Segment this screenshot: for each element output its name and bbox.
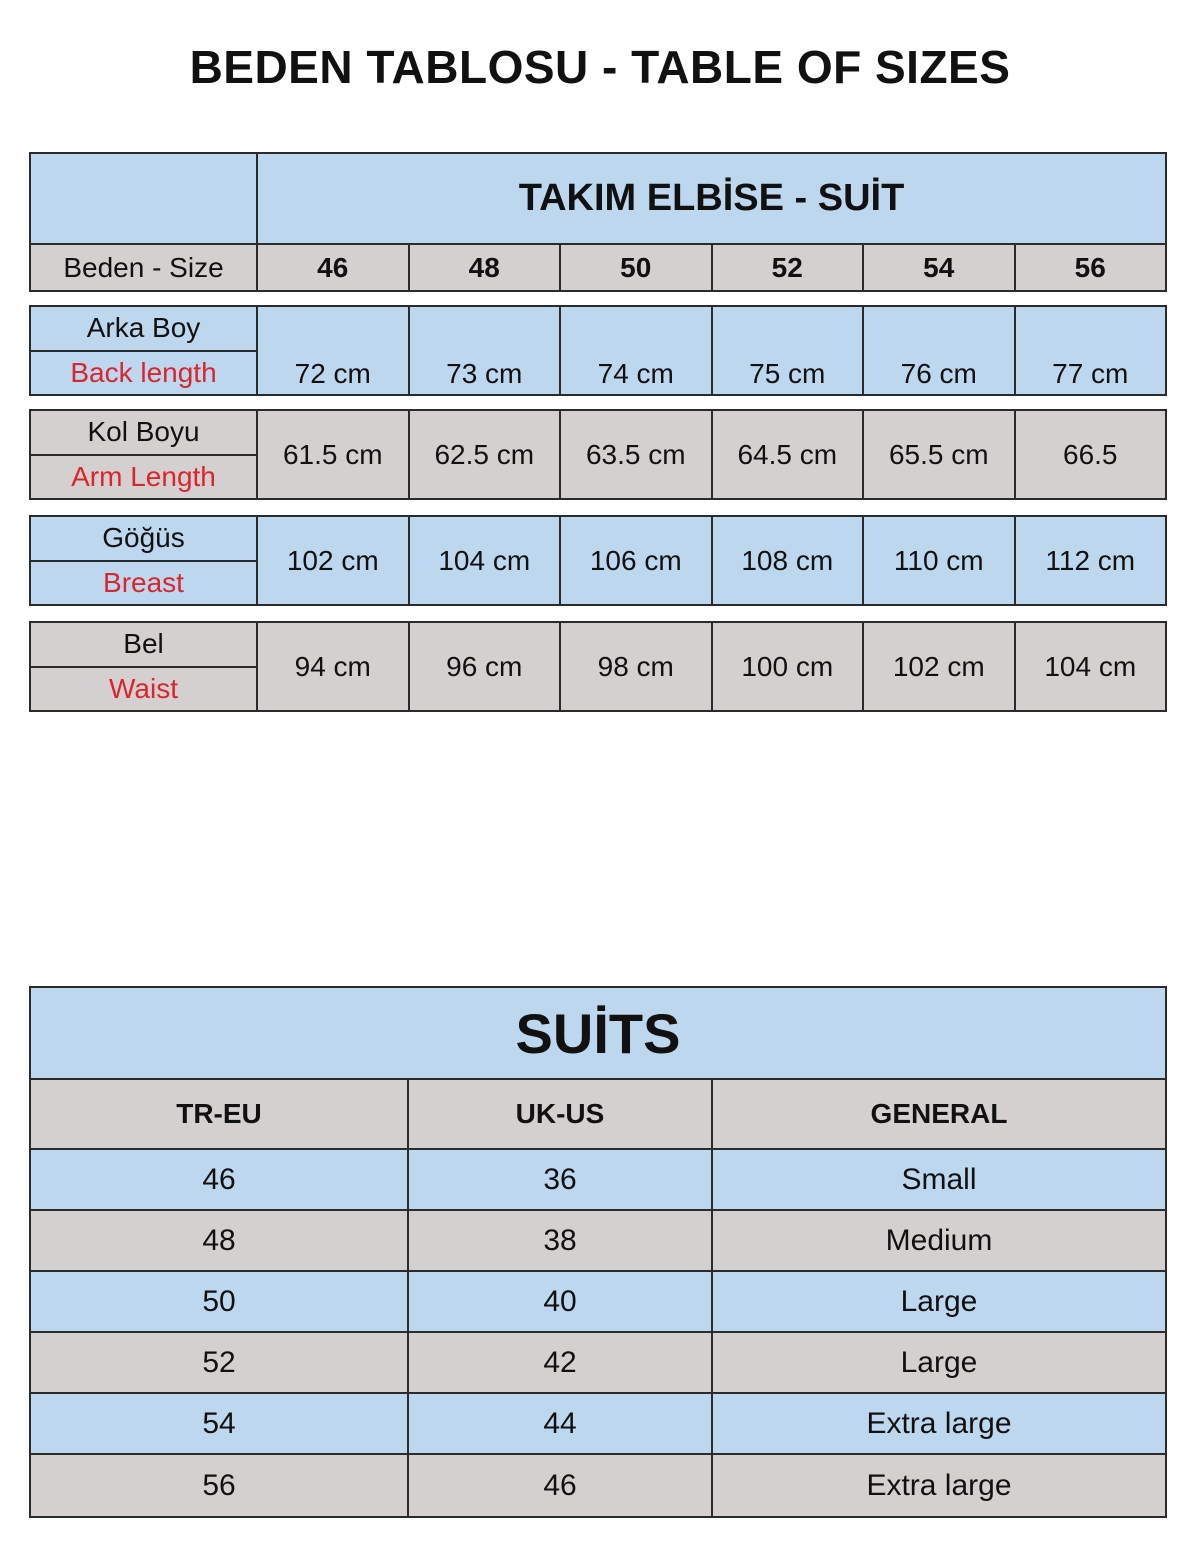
table-cell: 112 cm: [1045, 544, 1136, 576]
table-cell: 61.5 cm: [258, 411, 410, 498]
table-cell: 38: [409, 1211, 713, 1270]
size-header: 50: [561, 245, 713, 290]
table-cell: 100 cm: [713, 623, 865, 710]
table-cell: 74 cm: [561, 307, 713, 394]
table-cell: 66.5: [1063, 438, 1118, 470]
table-row: [31, 1333, 1165, 1394]
table-cell: 106 cm: [561, 517, 713, 604]
size-header: 56: [1074, 251, 1106, 283]
table-cell: 56: [31, 1455, 409, 1516]
table-header: TAKIM ELBİSE - SUİT: [258, 154, 1165, 243]
table-cell: 36: [409, 1150, 713, 1209]
column-header-uk-us: UK-US: [409, 1080, 713, 1148]
table-cell: 52: [31, 1333, 409, 1392]
table-cell: 63.5 cm: [561, 411, 713, 498]
table-cell: Medium: [885, 1223, 993, 1257]
table-cell: 46: [409, 1455, 713, 1516]
table-cell: 73 cm: [410, 307, 562, 394]
table-cell: 48: [31, 1211, 409, 1270]
row-label-tr: Göğüs: [31, 517, 256, 562]
table-header-row: [29, 152, 1167, 243]
size-header: 48: [410, 245, 562, 290]
size-header: 54: [864, 245, 1016, 290]
row-label-tr: Bel: [31, 623, 256, 668]
table-cell: Large: [900, 1284, 978, 1318]
measurement-row-back-length: [29, 305, 1167, 396]
page-title: BEDEN TABLOSU - TABLE OF SIZES: [189, 41, 1011, 93]
table-cell: 54: [31, 1394, 409, 1453]
row-label-en: Arm Length: [71, 460, 216, 492]
table-cell: 42: [409, 1333, 713, 1392]
table-row: [31, 1455, 1165, 1516]
table-cell: 64.5 cm: [713, 411, 865, 498]
table-cell: 102 cm: [864, 623, 1016, 710]
row-label-en: Breast: [103, 566, 184, 598]
size-header: 52: [713, 245, 865, 290]
table-row: [31, 1211, 1165, 1272]
table-cell: 96 cm: [410, 623, 562, 710]
table-cell: 104 cm: [410, 517, 562, 604]
table-cell: 46: [31, 1150, 409, 1209]
table-cell: Extra large: [866, 1406, 1012, 1440]
row-label-tr: Kol Boyu: [31, 411, 256, 456]
table-row: [31, 1394, 1165, 1455]
table-cell: Large: [900, 1345, 978, 1379]
measurement-row-waist: [29, 621, 1167, 712]
table-cell: 98 cm: [561, 623, 713, 710]
table-cell: 76 cm: [864, 307, 1016, 394]
table-cell: 75 cm: [713, 307, 865, 394]
table-cell: 77 cm: [1052, 358, 1129, 389]
table-row: [31, 1150, 1165, 1211]
size-label: Beden - Size: [31, 245, 258, 290]
table-cell: 40: [409, 1272, 713, 1331]
size-row: [29, 243, 1167, 292]
table-row: [31, 1272, 1165, 1333]
table-cell: 104 cm: [1044, 650, 1137, 682]
row-label: [31, 623, 258, 710]
row-label: [31, 517, 258, 604]
table-cell: 102 cm: [258, 517, 410, 604]
row-label-en: Waist: [109, 672, 178, 704]
row-label-en: Back length: [70, 356, 217, 388]
column-header-general: GENERAL: [870, 1098, 1008, 1129]
table-cell: Small: [901, 1162, 977, 1196]
row-label: [31, 307, 258, 394]
table-cell: 94 cm: [258, 623, 410, 710]
suits-table: [29, 986, 1167, 1518]
size-header: 46: [258, 245, 410, 290]
header-empty-cell: [31, 154, 258, 243]
measurement-row-arm-length: [29, 409, 1167, 500]
row-label: [31, 411, 258, 498]
table-cell: 108 cm: [713, 517, 865, 604]
table-cell: 72 cm: [258, 307, 410, 394]
table-cell: Extra large: [866, 1468, 1012, 1502]
suits-table-title: SUİTS: [31, 988, 1165, 1080]
measurement-row-breast: [29, 515, 1167, 606]
table-cell: 62.5 cm: [410, 411, 562, 498]
table-cell: 50: [31, 1272, 409, 1331]
column-header-tr-eu: TR-EU: [31, 1080, 409, 1148]
row-label-tr: Arka Boy: [31, 307, 256, 352]
suits-header-row: [31, 1080, 1165, 1150]
table-cell: 65.5 cm: [864, 411, 1016, 498]
measurement-table: [29, 152, 1167, 712]
table-cell: 44: [409, 1394, 713, 1453]
table-cell: 110 cm: [864, 517, 1016, 604]
